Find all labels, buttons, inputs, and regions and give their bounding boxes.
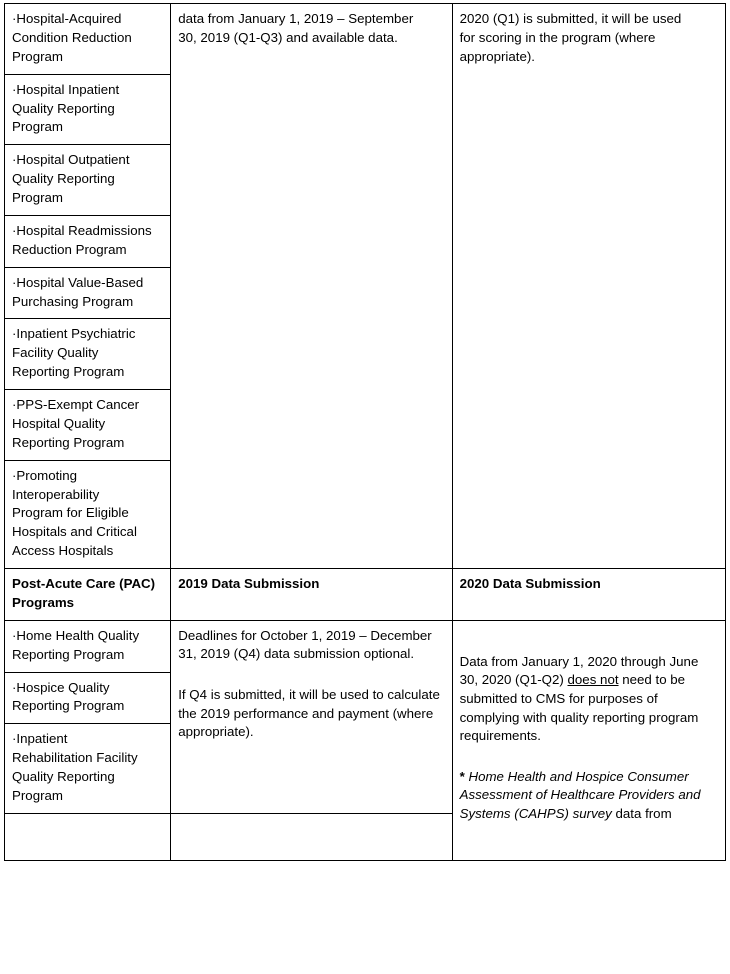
pac-2020-text-part-2: need to be submitted to CMS for purposes of complying with quality reporting program requirements.	[459, 672, 699, 744]
program-name-cell	[5, 390, 171, 461]
program-name-line: Program	[12, 190, 63, 205]
program-name-line: ·PPS-Exempt Cancer	[12, 397, 140, 412]
submission-2019-line: data from January 1, 2019 – September	[178, 11, 414, 26]
program-name-line: Condition Reduction	[12, 29, 132, 45]
program-name-line: Rehabilitation Facility	[12, 750, 138, 766]
pac-submission-2019-cell	[171, 620, 452, 813]
program-name-cell	[5, 74, 171, 145]
submission-2019-line: 30, 2019 (Q1-Q3) and available data.	[178, 29, 398, 45]
program-name-line: Purchasing Program	[12, 293, 134, 309]
program-name-line: Hospital Quality	[12, 415, 106, 431]
program-name-cell	[5, 215, 171, 267]
program-name-cell	[5, 4, 171, 75]
pac-2019-paragraph-1: Deadlines for October 1, 2019 – December 31, 2019 (Q4) data submission optional.	[178, 627, 432, 662]
pac-2020-paragraph-2	[460, 768, 718, 824]
program-name-line: Reporting Program	[12, 364, 125, 380]
document-page	[0, 3, 730, 974]
table-row	[5, 4, 726, 75]
column-header-2020: 2020 Data Submission	[452, 569, 725, 621]
submission-2020-line: 2020 (Q1) is submitted, it will be used	[459, 11, 682, 26]
pac-2019-paragraph-2: If Q4 is submitted, it will be used to calculate the 2019 performance and payment (where appropriate).	[178, 686, 440, 740]
data-submission-table	[4, 3, 726, 861]
column-header-2019: 2019 Data Submission	[171, 569, 452, 621]
program-name-line: ·Home Health Quality	[12, 627, 140, 643]
pac-2020-paragraph-1	[460, 653, 718, 746]
footnote-marker: *	[459, 768, 469, 784]
program-name-cell	[5, 267, 171, 319]
program-name-line: Reporting Program	[12, 646, 125, 662]
program-name-cell	[5, 319, 171, 390]
table-row	[5, 620, 726, 672]
program-name-line: ·Hospital-Acquired	[12, 11, 122, 26]
program-name-line: ·Inpatient	[12, 731, 68, 747]
submission-2020-line: for scoring in the program (where	[459, 29, 656, 45]
program-name-line: ·Hospital Inpatient	[12, 81, 120, 97]
program-name-line: Quality Reporting	[12, 769, 115, 784]
program-name-line: Hospitals and Critical	[12, 524, 137, 540]
program-name-line: Program for Eligible	[12, 505, 129, 521]
program-name-line: Program	[12, 787, 63, 803]
program-name-line: ·Inpatient Psychiatric	[12, 326, 136, 342]
pac-section-header-row	[5, 569, 726, 621]
program-name-line: ·Promoting	[12, 467, 78, 483]
empty-cell	[5, 813, 171, 860]
program-name-line: Reduction Program	[12, 241, 127, 257]
pac-2020-italic-text: Home Health and Hospice Consumer Assessment of Healthcare Providers and Systems (CAHPS) survey	[459, 768, 701, 822]
program-name-line: Reporting Program	[12, 434, 125, 450]
program-name-line: Quality Reporting	[12, 171, 115, 187]
data-submission-2019-cell	[171, 4, 452, 569]
submission-2020-line: appropriate).	[459, 48, 535, 64]
program-name-cell	[5, 460, 171, 568]
program-name-cell	[5, 672, 171, 724]
program-name-cell	[5, 620, 171, 672]
empty-cell	[171, 813, 452, 860]
pac-submission-2020-cell	[452, 620, 725, 860]
pac-2020-text-underlined: does not	[567, 672, 619, 688]
program-name-line: Quality Reporting	[12, 100, 115, 116]
program-name-line: Reporting Program	[12, 698, 125, 714]
program-name-line: Interoperability	[12, 486, 100, 502]
program-name-line: ·Hospice Quality	[12, 679, 110, 695]
program-name-line: ·Hospital Outpatient	[12, 152, 130, 168]
program-name-cell	[5, 145, 171, 216]
pac-section-title: Post-Acute Care (PAC) Programs	[5, 569, 171, 621]
program-name-line: Access Hospitals	[12, 543, 114, 559]
program-name-line: Program	[12, 48, 63, 64]
data-submission-2020-cell	[452, 4, 725, 569]
program-name-line: ·Hospital Value-Based	[12, 274, 144, 290]
program-name-line: ·Hospital Readmissions	[12, 222, 152, 238]
pac-2020-text-tail: data from	[611, 806, 672, 822]
program-name-line: Program	[12, 119, 63, 135]
pac-2020-text-part-1: Data from January 1, 2020 through June 30, 2020 (Q1-Q2)	[459, 653, 699, 688]
program-name-cell	[5, 724, 171, 814]
program-name-line: Facility Quality	[12, 345, 99, 361]
